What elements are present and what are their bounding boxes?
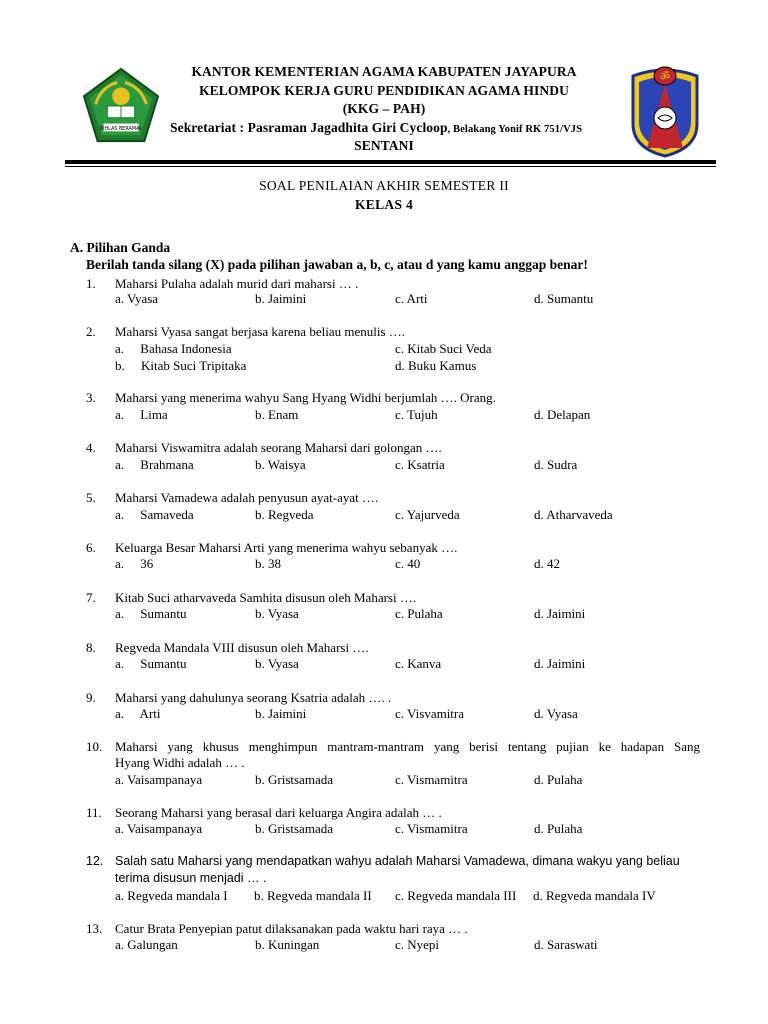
option-b: b. Jaimini <box>255 291 307 306</box>
header-divider-thick <box>65 160 716 164</box>
question-number: 12. <box>86 854 104 868</box>
question-number: 9. <box>86 690 96 705</box>
address-main: Sekretariat : Pasraman Jagadhita Giri Cycloop <box>170 120 448 135</box>
header-line-5: SENTANI <box>354 138 414 153</box>
question-number: 3. <box>86 390 96 405</box>
option-c: c. Vismamitra <box>395 772 468 787</box>
question-number: 1. <box>86 276 96 291</box>
option-d: d. Saraswati <box>534 937 598 952</box>
header-line-2: KELOMPOK KERJA GURU PENDIDIKAN AGAMA HINDU <box>199 83 569 98</box>
question-text-continued: Hyang Widhi adalah … . <box>115 755 245 770</box>
option-b: b. Vyasa <box>255 606 299 621</box>
option-d: d. Atharvaveda <box>534 507 613 522</box>
option-d: d. 42 <box>534 556 560 571</box>
option-d: d. Pulaha <box>534 821 583 836</box>
question-number: 11. <box>86 805 102 820</box>
header-divider-thin <box>65 166 716 167</box>
option-a: a. Regveda mandala I <box>115 888 228 903</box>
option-a: a. Arti <box>115 706 161 721</box>
option-a: a. Brahmana <box>115 457 194 472</box>
option-a: a. Vaisampanaya <box>115 772 203 787</box>
question-text: Maharsi Vamadewa adalah penyusun ayat-ayat …. <box>115 490 379 505</box>
option-c: c. Pulaha <box>395 606 443 621</box>
option-a: a. Sumantu <box>115 606 187 621</box>
option-c: c. Visvamitra <box>395 706 465 721</box>
question-number: 13. <box>86 921 103 936</box>
header-address <box>170 120 650 136</box>
question-text-continued: terima disusun menjadi … . <box>115 871 267 885</box>
question-number: 7. <box>86 590 96 605</box>
option-a: a. Sumantu <box>115 656 187 671</box>
question-text: Keluarga Besar Maharsi Arti yang menerima wahyu sebanyak …. <box>115 540 458 555</box>
option-a: a. Galungan <box>115 937 178 952</box>
option-b: b. Jaimini <box>255 706 307 721</box>
svg-text:IKHLAS BERAMAL: IKHLAS BERAMAL <box>99 125 143 132</box>
option-c: c. Regveda mandala III <box>395 888 517 903</box>
question-text: Kitab Suci atharvaveda Samhita disusun oleh Maharsi …. <box>115 590 417 605</box>
option-b: b. Kuningan <box>255 937 320 952</box>
question-number: 8. <box>86 640 96 655</box>
option-c: c. Tujuh <box>395 407 438 422</box>
question-number: 5. <box>86 490 96 505</box>
question-number: 6. <box>86 540 96 555</box>
option-b: b. Waisya <box>255 457 306 472</box>
option-b: b. Gristsamada <box>255 772 333 787</box>
option-a: a. Vaisampanaya <box>115 821 203 836</box>
option-a: a. 36 <box>115 556 154 571</box>
option-d: d. Buku Kamus <box>395 358 477 373</box>
option-d: d. Jaimini <box>534 606 586 621</box>
question-text: Maharsi yang khusus menghimpun mantram-mantram yang berisi tentang pujian ke hadapan Sang <box>115 739 700 754</box>
option-c: c. Vismamitra <box>395 821 468 836</box>
question-text: Catur Brata Penyepian patut dilaksanakan pada waktu hari raya … . <box>115 921 468 936</box>
header-line-1: KANTOR KEMENTERIAN AGAMA KABUPATEN JAYAPURA <box>191 64 577 79</box>
question-text: Salah satu Maharsi yang mendapatkan wahyu adalah Maharsi Vamadewa, dimana wakyu yang beliau <box>115 854 680 868</box>
option-c: c. Kitab Suci Veda <box>395 341 492 356</box>
question-text: Maharsi Vyasa sangat berjasa karena beliau menulis …. <box>115 324 405 339</box>
option-b: b. 38 <box>255 556 281 571</box>
option-c: c. Yajurveda <box>395 507 460 522</box>
option-d: d. Vyasa <box>534 706 578 721</box>
option-b: b. Enam <box>255 407 299 422</box>
option-a: a. Lima <box>115 407 168 422</box>
option-d: d. Regveda mandala IV <box>533 888 656 903</box>
svg-text:ॐ: ॐ <box>659 70 671 83</box>
pasraman-logo-icon <box>625 62 705 158</box>
header-line-3: (KKG – PAH) <box>342 101 426 116</box>
question-text: Maharsi Pulaha adalah murid dari maharsi … . <box>115 276 359 291</box>
option-a: a. Bahasa Indonesia <box>115 341 232 356</box>
question-number: 2. <box>86 324 96 339</box>
letterhead <box>0 55 768 165</box>
option-d: d. Jaimini <box>534 656 586 671</box>
question-number: 4. <box>86 440 96 455</box>
question-text: Seorang Maharsi yang berasal dari keluarga Angira adalah … . <box>115 805 442 820</box>
question-text: Regveda Mandala VIII disusun oleh Maharsi …. <box>115 640 369 655</box>
option-b: b. Gristsamada <box>255 821 333 836</box>
option-a: a. Vyasa <box>115 291 159 306</box>
question-text: Maharsi yang dahulunya seorang Ksatria adalah …. . <box>115 690 392 705</box>
option-c: c. 40 <box>395 556 421 571</box>
option-c: c. Kanva <box>395 656 442 671</box>
option-a: a. Samaveda <box>115 507 194 522</box>
option-b: b. Regveda mandala II <box>254 888 372 903</box>
question-text: Maharsi Viswamitra adalah seorang Maharsi dari golongan …. <box>115 440 442 455</box>
exam-title: SOAL PENILAIAN AKHIR SEMESTER II <box>259 178 509 193</box>
option-c: c. Arti <box>395 291 428 306</box>
option-b: b. Vyasa <box>255 656 299 671</box>
option-b: b. Regveda <box>255 507 314 522</box>
exam-class: KELAS 4 <box>355 197 413 212</box>
option-d: d. Sumantu <box>534 291 594 306</box>
question-text: Maharsi yang menerima wahyu Sang Hyang Widhi berjumlah …. Orang. <box>115 390 496 405</box>
option-d: d. Delapan <box>534 407 591 422</box>
option-c: c. Ksatria <box>395 457 445 472</box>
option-c: c. Nyepi <box>395 937 440 952</box>
address-detail: , Belakang Yonif RK 751/VJS <box>447 124 583 135</box>
option-d: d. Sudra <box>534 457 578 472</box>
option-d: d. Pulaha <box>534 772 583 787</box>
option-b: b. Kitab Suci Tripitaka <box>115 358 247 373</box>
section-heading: A. Pilihan Ganda <box>70 240 171 255</box>
question-number: 10. <box>86 739 103 754</box>
section-instruction: Berilah tanda silang (X) pada pilihan jawaban a, b, c, atau d yang kamu anggap benar! <box>86 257 588 272</box>
